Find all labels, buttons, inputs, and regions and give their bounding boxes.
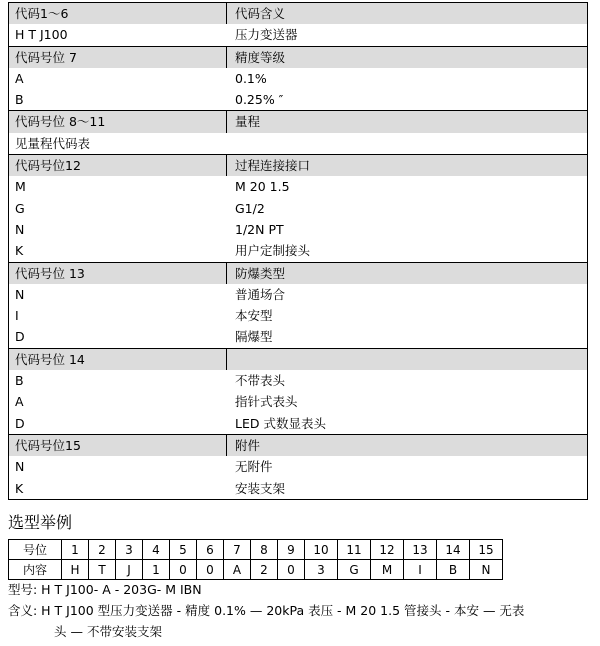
position-cell: 5 <box>170 540 197 560</box>
spec-row <box>9 219 587 240</box>
meaning-cell: 无附件 <box>235 459 273 475</box>
spec-header-row <box>9 46 587 68</box>
position-cell: 8 <box>251 540 278 560</box>
spec-row <box>9 478 587 499</box>
selection-grid <box>8 539 503 580</box>
code-cell: 代码号位 13 <box>9 263 227 284</box>
meaning-cell: 量程 <box>235 114 261 130</box>
code-cell: 代码号位15 <box>9 435 227 456</box>
position-cell: 1 <box>62 540 89 560</box>
positions-label: 号位 <box>9 540 62 560</box>
content-cell: J <box>116 560 143 580</box>
meaning-cell: 过程连接接口 <box>235 158 311 174</box>
meaning-cell: 压力变送器 <box>235 27 298 43</box>
spec-row <box>9 89 587 110</box>
code-cell: H T J100 <box>15 27 68 43</box>
content-cell: I <box>404 560 437 580</box>
content-cell: H <box>62 560 89 580</box>
content-cell: T <box>89 560 116 580</box>
position-cell: 10 <box>305 540 338 560</box>
meaning-cell: 精度等级 <box>235 49 286 65</box>
meaning-cell: M 20 1.5 <box>235 179 290 195</box>
spec-row <box>9 305 587 326</box>
code-cell: M <box>15 179 26 195</box>
meaning-line: 含义: H T J100 型压力变送器 - 精度 0.1% — 20kPa 表压 - M 20 1.5 管接头 - 本安 — 无表 <box>8 603 525 618</box>
content-cell: N <box>470 560 503 580</box>
content-cell: 2 <box>251 560 278 580</box>
code-cell: D <box>15 329 25 345</box>
meaning-cell: G1/2 <box>235 200 265 216</box>
code-cell: A <box>15 70 24 86</box>
code-cell: B <box>15 92 24 108</box>
spec-row <box>9 240 587 261</box>
position-cell: 11 <box>338 540 371 560</box>
meaning-cell: 隔爆型 <box>235 329 273 345</box>
spec-row <box>9 176 587 197</box>
position-cell: 13 <box>404 540 437 560</box>
content-cell: 0 <box>197 560 224 580</box>
meaning-cell <box>227 349 587 370</box>
content-cell: G <box>338 560 371 580</box>
meaning-cell: 安装支架 <box>235 480 286 496</box>
model-line: 型号: H T J100- A - 203G- M IBN <box>8 582 202 597</box>
code-cell: K <box>15 480 24 496</box>
code-cell: 代码号位 14 <box>9 349 227 370</box>
meaning-cell: 附件 <box>235 437 261 453</box>
code-cell: I <box>15 308 19 324</box>
spec-row <box>9 24 587 45</box>
meaning-cell: 0.25% ″ <box>235 92 284 108</box>
content-cell: A <box>224 560 251 580</box>
spec-row <box>9 198 587 219</box>
positions-row <box>9 540 503 560</box>
content-cell: M <box>371 560 404 580</box>
spec-row <box>9 284 587 305</box>
meaning-cell: 本安型 <box>235 308 273 324</box>
contents-row <box>9 560 503 580</box>
position-cell: 3 <box>116 540 143 560</box>
meaning-cell: 代码含义 <box>235 6 286 21</box>
position-cell: 12 <box>371 540 404 560</box>
spec-table <box>8 2 588 500</box>
content-cell: 1 <box>143 560 170 580</box>
contents-label: 内容 <box>9 560 62 580</box>
spec-row <box>9 413 587 434</box>
meaning-cell: 指针式表头 <box>235 394 298 410</box>
position-cell: 7 <box>224 540 251 560</box>
code-cell: G <box>15 200 25 216</box>
spec-header-row <box>9 110 587 132</box>
selection-title: 选型举例 <box>8 513 73 532</box>
spec-header-row <box>9 3 587 24</box>
spec-row <box>9 68 587 89</box>
code-cell: 代码号位 8～11 <box>9 111 227 132</box>
code-cell: K <box>15 243 24 259</box>
code-cell: 代码1～6 <box>9 3 227 24</box>
meaning-cell: 1/2N PT <box>235 221 284 237</box>
meaning-cell: 0.1% <box>235 70 267 86</box>
code-cell: 代码号位12 <box>9 155 227 176</box>
meaning-line-continued: 头 — 不带安装支架 <box>54 624 162 639</box>
spec-row <box>9 370 587 391</box>
position-cell: 2 <box>89 540 116 560</box>
position-cell: 4 <box>143 540 170 560</box>
position-cell: 6 <box>197 540 224 560</box>
code-cell: A <box>15 394 24 410</box>
position-cell: 15 <box>470 540 503 560</box>
code-cell: N <box>15 221 25 237</box>
code-cell: B <box>15 373 24 389</box>
meaning-cell: 不带表头 <box>235 373 286 389</box>
spec-header-row <box>9 154 587 176</box>
meaning-cell: LED 式数显表头 <box>235 415 326 431</box>
content-cell: B <box>437 560 470 580</box>
code-cell: N <box>15 459 25 475</box>
code-cell: D <box>15 415 25 431</box>
meaning-cell: 防爆类型 <box>235 265 286 281</box>
content-cell: 3 <box>305 560 338 580</box>
code-cell: 见量程代码表 <box>15 135 91 151</box>
meaning-cell: 用户定制接头 <box>235 243 311 259</box>
code-cell: N <box>15 286 25 302</box>
content-cell: 0 <box>278 560 305 580</box>
spec-row <box>9 391 587 412</box>
spec-row <box>9 456 587 477</box>
spec-header-row <box>9 262 587 284</box>
spec-header-row <box>9 348 587 370</box>
spec-row <box>9 326 587 347</box>
spec-row <box>9 133 587 154</box>
code-cell: 代码号位 7 <box>9 47 227 68</box>
content-cell: 0 <box>170 560 197 580</box>
position-cell: 14 <box>437 540 470 560</box>
spec-header-row <box>9 434 587 456</box>
position-cell: 9 <box>278 540 305 560</box>
meaning-cell: 普通场合 <box>235 286 286 302</box>
